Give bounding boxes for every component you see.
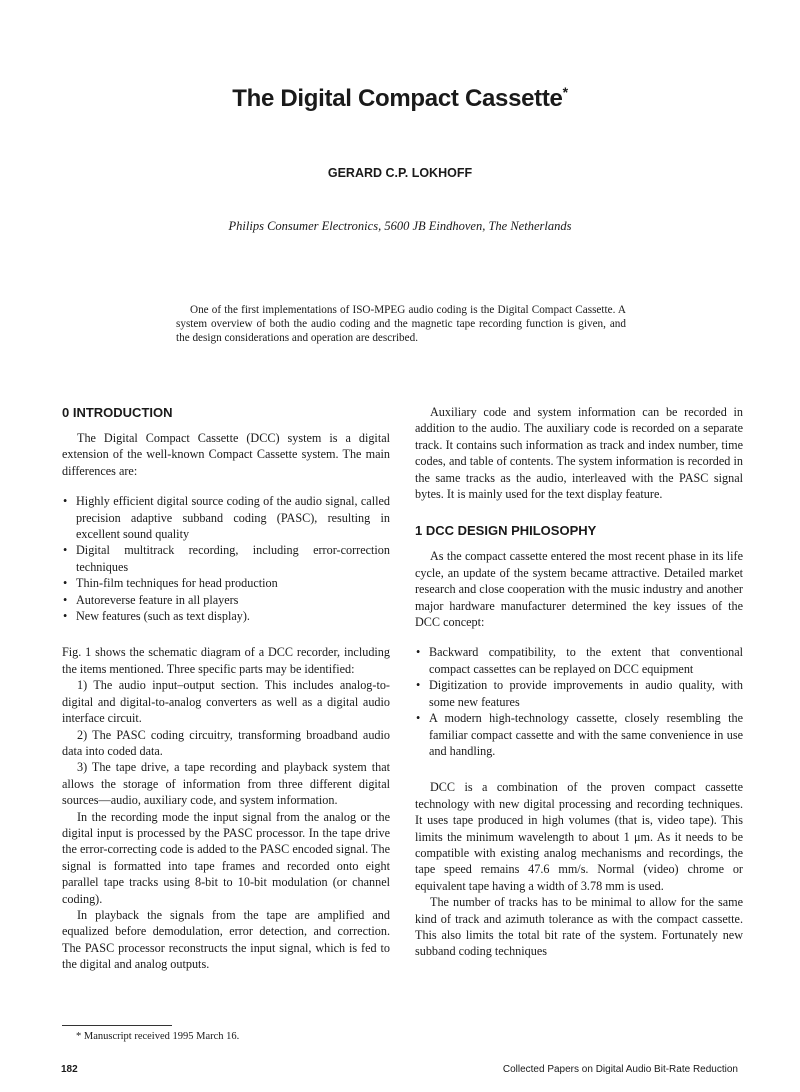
list-item: • Highly efficient digital source coding of the audio signal, called precision adaptive subband coding (PASC), resulting in excellent sound quality xyxy=(62,493,390,542)
affiliation: Philips Consumer Electronics, 5600 JB Eindhoven, The Netherlands xyxy=(228,219,572,233)
running-footer: Collected Papers on Digital Audio Bit-Rate Reduction xyxy=(502,1064,738,1075)
left-column xyxy=(62,404,390,973)
footnote-rule xyxy=(62,1025,172,1026)
list-item: • Digitization to provide improvements in audio quality, with some new features xyxy=(415,677,743,710)
paragraph: 3) The tape drive, a tape recording and playback system that allows the storage of information from three different digital sources—audio, auxiliary code, and system information. xyxy=(62,760,390,808)
list-item: • New features (such as text display). xyxy=(62,608,390,624)
paragraph: The Digital Compact Cassette (DCC) system is a digital extension of the well-known Compact Cassette system. The main differences are: xyxy=(62,431,390,478)
paragraph: Fig. 1 shows the schematic diagram of a DCC recorder, including the items mentioned. Three specific parts may be identified: xyxy=(62,645,390,676)
abstract: One of the first implementations of ISO-MPEG audio coding is the Digital Compact Cassette. A system overview of both the audio coding and the magnetic tape recording function is given, and the design considerations and operation are described. xyxy=(176,304,626,345)
list-item: • Autoreverse feature in all players xyxy=(62,592,390,608)
bullet-list xyxy=(415,644,743,759)
list-item: • Thin-film techniques for head production xyxy=(62,575,390,591)
paragraph: In the recording mode the input signal from the analog or the digital input is processed by the PASC processor. In the tape drive the error-correcting code is added to the PASC encoded signal. The signal is formatted into tape frames and recorded onto eight parallel tape tracks using 8-bit to 10-bit modulation (or channel coding). xyxy=(62,809,390,906)
paragraph: The number of tracks has to be minimal to allow for the same kind of track and azimuth tolerance as with the compact cassette. This also limits the total bit rate of the system. Fortunately new subband coding techniques xyxy=(415,895,743,959)
list-item: • Digital multitrack recording, including error-correction techniques xyxy=(62,542,390,575)
paragraph: 2) The PASC coding circuitry, transforming broadband audio data into coded data. xyxy=(62,727,390,758)
right-column xyxy=(415,404,743,960)
bullet-list xyxy=(62,493,390,624)
paragraph: DCC is a combination of the proven compact cassette technology with new digital processing and recording techniques. It uses tape produced in high volumes (that is, video tape). This limits the minimum wavelength to about 1 μm. As it needs to be compatible with existing analog mechanisms and recordings, the tape speed remains 47.6 mm/s. Normal (video) chrome or equivalent tape having a width of 3.78 mm is used. xyxy=(415,780,743,893)
title-footnote-mark: * xyxy=(562,84,568,100)
paragraph: Auxiliary code and system information can be recorded in addition to the audio. The auxiliary code is recorded on a separate track. It contains such information as track and index number, time codes, and table of contents. The system information is recorded in the same tracks as the audio, interleaved with the PASC signal bytes. It is mainly used for the text display feature. xyxy=(415,405,743,502)
paragraph: As the compact cassette entered the most recent phase in its life cycle, an update of the system became attractive. Detailed market research and close cooperation with the music industry and another major hardware manufacturer determined the key issues of the DCC concept: xyxy=(415,549,743,630)
section-heading-design-philosophy: 1 DCC DESIGN PHILOSOPHY xyxy=(415,523,597,539)
list-item: • Backward compatibility, to the extent that conventional compact cassettes can be replayed on DCC equipment xyxy=(415,644,743,677)
footnote: * Manuscript received 1995 March 16. xyxy=(76,1031,240,1042)
paper-title xyxy=(0,84,800,113)
author-name: GERARD C.P. LOKHOFF xyxy=(327,166,473,180)
title-text: The Digital Compact Cassette xyxy=(232,85,563,112)
section-heading-introduction: 0 INTRODUCTION xyxy=(62,405,173,420)
paragraph: 1) The audio input–output section. This includes analog-to-digital and digital-to-analog converters as well as a digital audio interface circuit. xyxy=(62,678,390,726)
paragraph: In playback the signals from the tape are amplified and equalized before demodulation, error detection, and correction. The PASC processor reconstructs the input signal, which is fed to the digital and analog outputs. xyxy=(62,907,390,972)
list-item: • A modern high-technology cassette, closely resembling the familiar compact cassette and with the same convenience in use and handling. xyxy=(415,710,743,759)
page-number: 182 xyxy=(61,1064,78,1075)
